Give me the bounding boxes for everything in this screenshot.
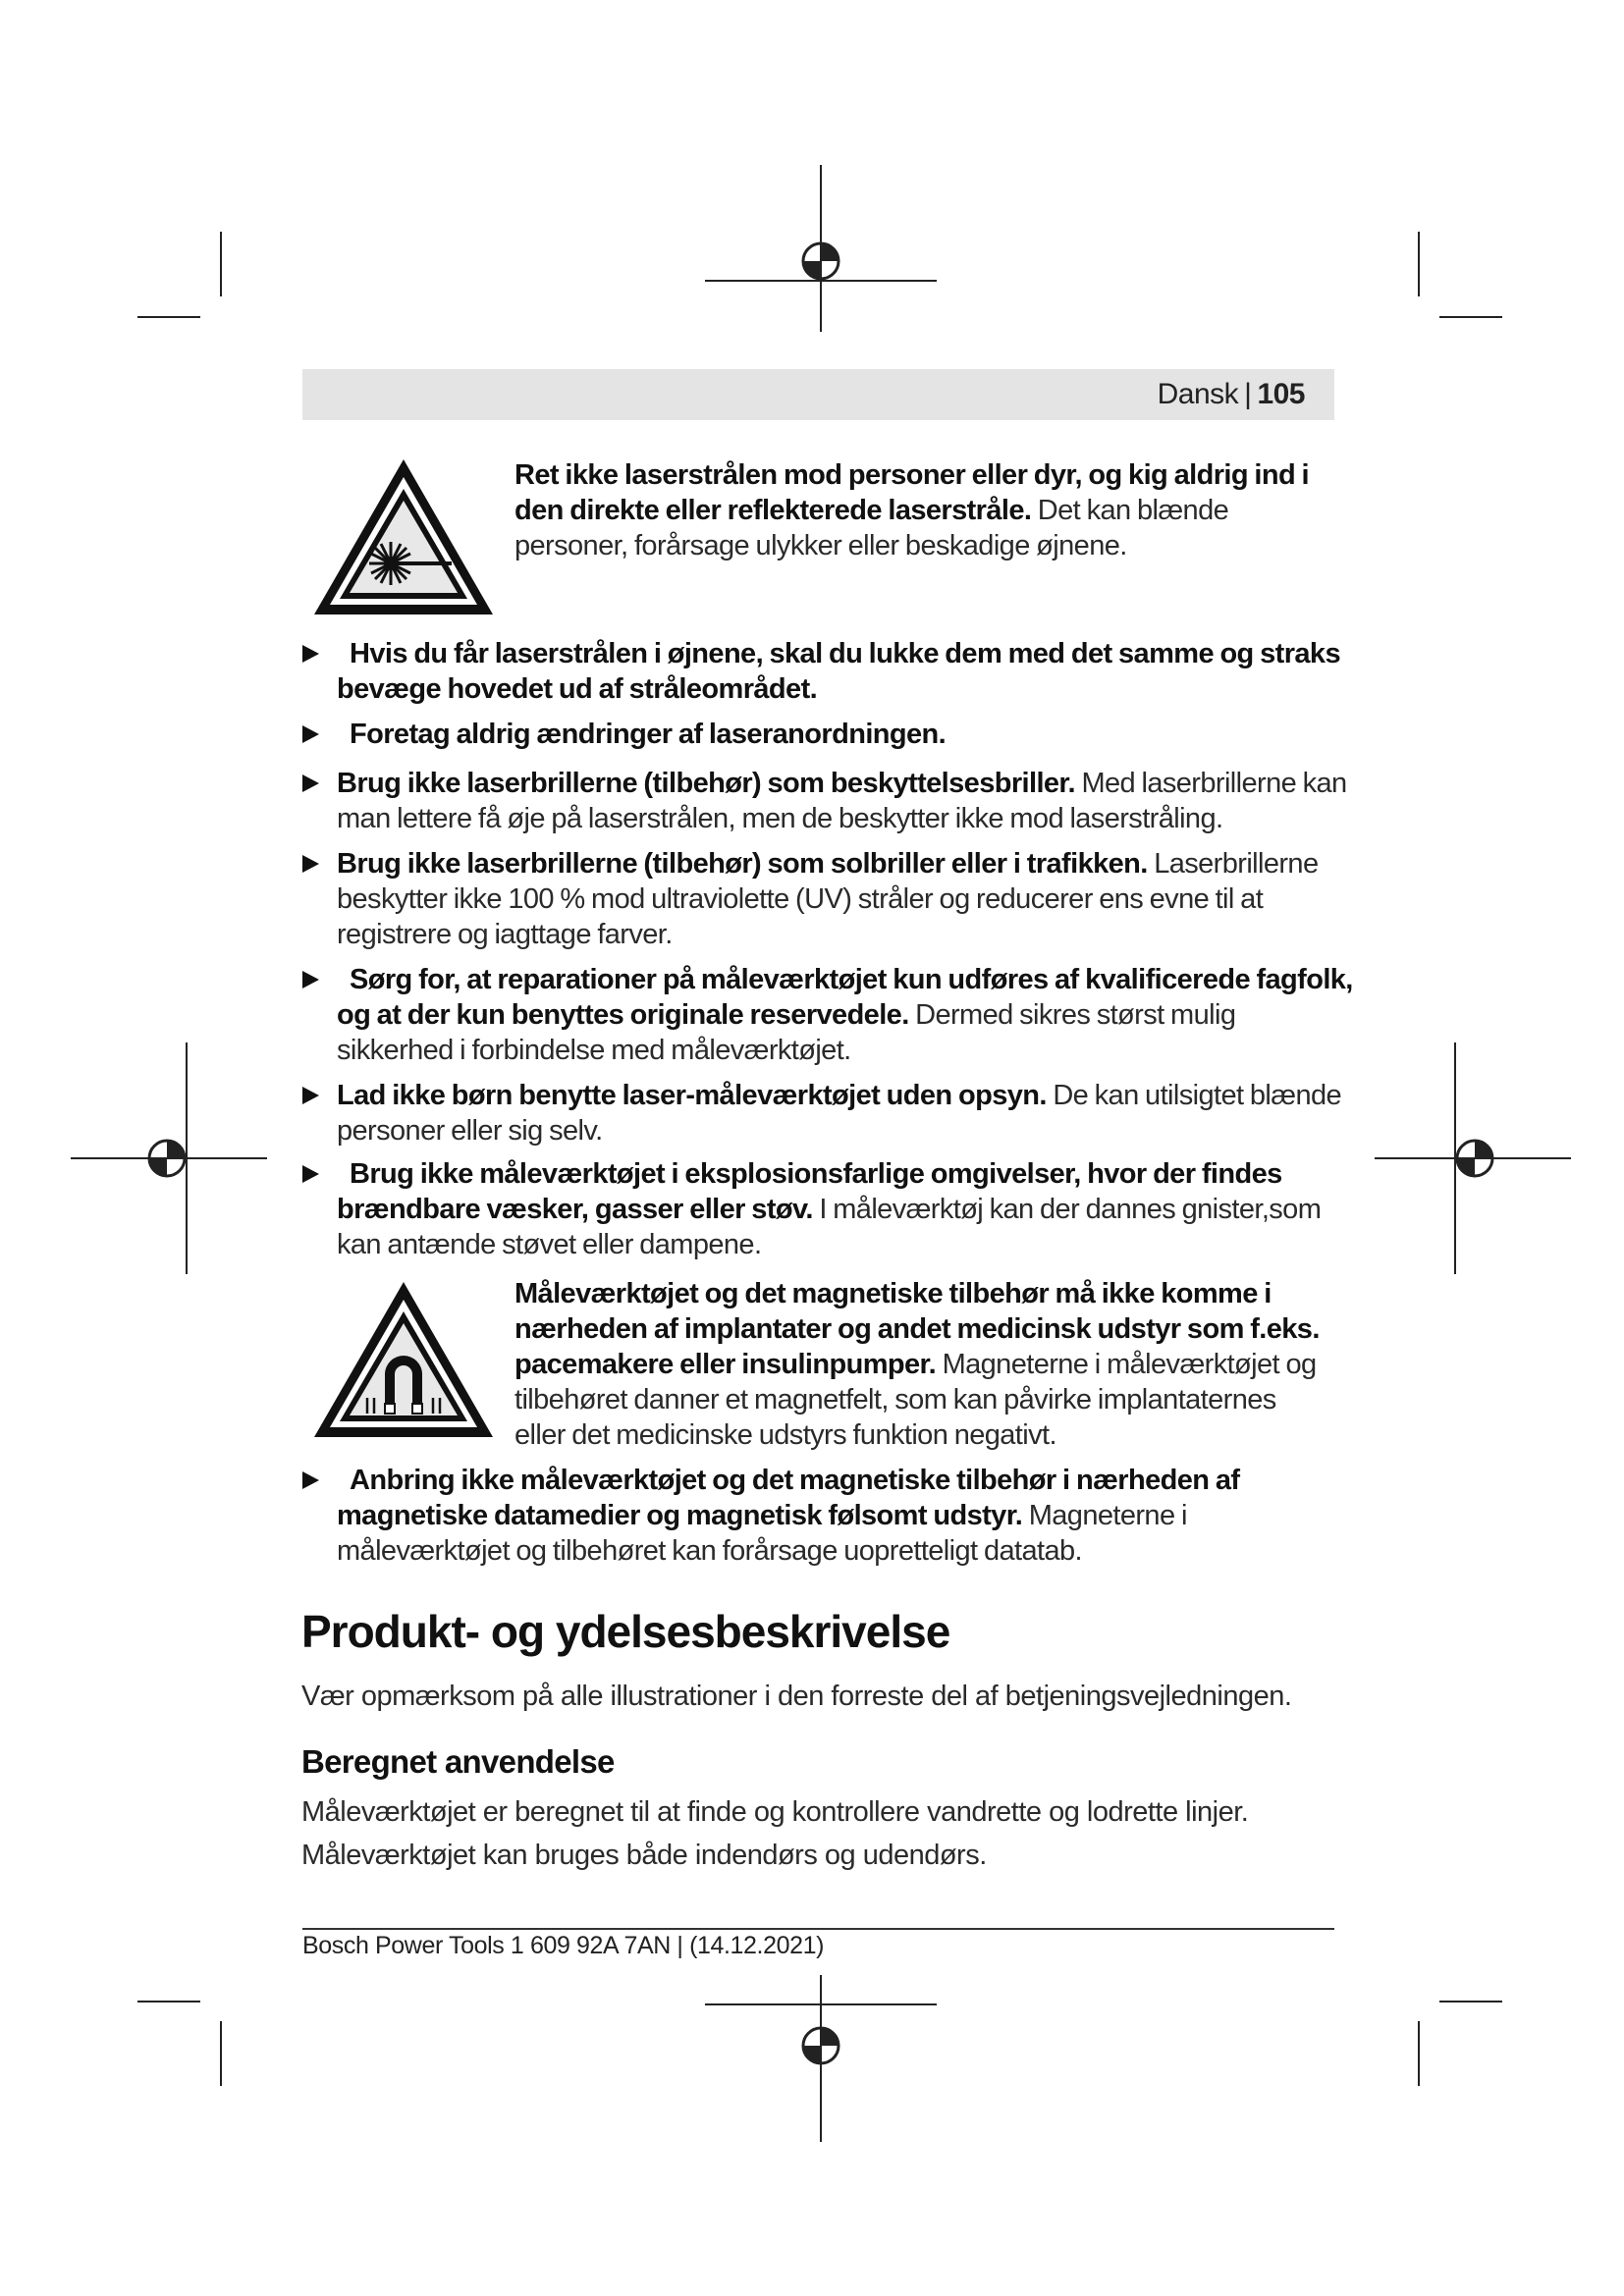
warning-magnetic-media: Anbring ikke måleværktøjet og det magnetiske tilbehør i nærheden af magnetiske datamedier og magnetisk følsomt udstyr. Magneterne i måleværktøjet og tilbehøret kan forårsage uopretteligt datatab. <box>302 1463 1358 1569</box>
registration-mark-left <box>71 1042 267 1274</box>
triangle-right-icon <box>302 725 319 743</box>
registration-mark-bottom <box>705 1975 937 2142</box>
subsection-title: Beregnet anvendelse <box>301 1743 615 1780</box>
warning-no-modifications: Foretag aldrig ændringer af laseranordningen. <box>302 717 1358 752</box>
footer-text: Bosch Power Tools 1 609 92A 7AN | (14.12.2021) <box>302 1932 825 1959</box>
warning-magnet-implants: Måleværktøjet og det magnetiske tilbehør må ikke komme i nærheden af implantater og andet medicinsk udstyr som f.eks. pacemakere eller insulinpumper. Magneterne i måleværktøjet og tilbehøret danner et magnetfelt, som kan påvirke implantaternes eller det medicinske udstyrs funktion negativt. <box>514 1278 1320 1451</box>
warning-laser-eyes: Ret ikke laserstrålen mod personer eller dyr, og kig aldrig ind i den direkte eller reflekterede laserstråle. Det kan blænde personer, forårsage ulykker eller beskadige øjnene. <box>514 459 1310 561</box>
triangle-right-icon <box>302 774 319 792</box>
warning-repairs: Sørg for, at reparationer på måleværktøjet kun udføres af kvalificerede fagfolk, og at der kun benyttes originale reservedele. Dermed sikres størst mulig sikkerhed i forbindelse med måleværktøjet. <box>302 962 1358 1068</box>
header-language: Dansk <box>1157 378 1239 410</box>
page-header <box>302 369 1334 420</box>
section-intro: Vær opmærksom på alle illustrationer i den forreste del af betjeningsvejledningen. <box>301 1681 1292 1712</box>
triangle-right-icon <box>302 971 319 988</box>
triangle-right-icon <box>302 645 319 663</box>
warning-explosive: Brug ikke måleværktøjet i eksplosionsfarlige omgivelser, hvor der findes brændbare væsker, gasser eller støv. I måleværktøj kan der dannes gnister,som kan antænde støvet eller dampene. <box>302 1156 1358 1262</box>
triangle-right-icon <box>302 1087 319 1104</box>
page-number: 105 <box>1257 378 1305 410</box>
registration-mark-right <box>1375 1042 1571 1274</box>
subsection-line-2: Måleværktøjet kan bruges både indendørs og udendørs. <box>301 1840 987 1871</box>
triangle-right-icon <box>302 1165 319 1183</box>
warning-eyes-closed: Hvis du får laserstrålen i øjnene, skal du lukke dem med det samme og straks bevæge hovedet ud af stråleområdet. <box>302 636 1358 707</box>
laser-warning-icon <box>308 454 499 620</box>
subsection-line-1: Måleværktøjet er beregnet til at finde og kontrollere vandrette og lodrette linjer. <box>301 1796 1249 1828</box>
magnet-warning-icon <box>308 1276 499 1443</box>
registration-mark-top <box>705 165 937 332</box>
header-separator: | <box>1244 378 1252 410</box>
header-text <box>1158 378 1305 411</box>
section-title: Produkt- og ydelsesbeskrivelse <box>301 1606 950 1657</box>
warning-laser-glasses-sun: Brug ikke laserbrillerne (tilbehør) som solbriller eller i trafikken. Laserbrillerne beskytter ikke 100 % mod ultraviolette (UV) stråler og reducerer ens evne til at registrere og iagttage farver. <box>302 846 1358 952</box>
warning-children: Lad ikke børn benytte laser-måleværktøjet uden opsyn. De kan utilsigtet blænde personer eller sig selv. <box>302 1078 1358 1148</box>
warning-laser-glasses-protection: Brug ikke laserbrillerne (tilbehør) som beskyttelsesbriller. Med laserbrillerne kan man lettere få øje på laserstrålen, men de beskytter ikke mod laserstråling. <box>302 766 1358 836</box>
footer-rule <box>302 1928 1334 1930</box>
triangle-right-icon <box>302 1471 319 1489</box>
triangle-right-icon <box>302 855 319 873</box>
